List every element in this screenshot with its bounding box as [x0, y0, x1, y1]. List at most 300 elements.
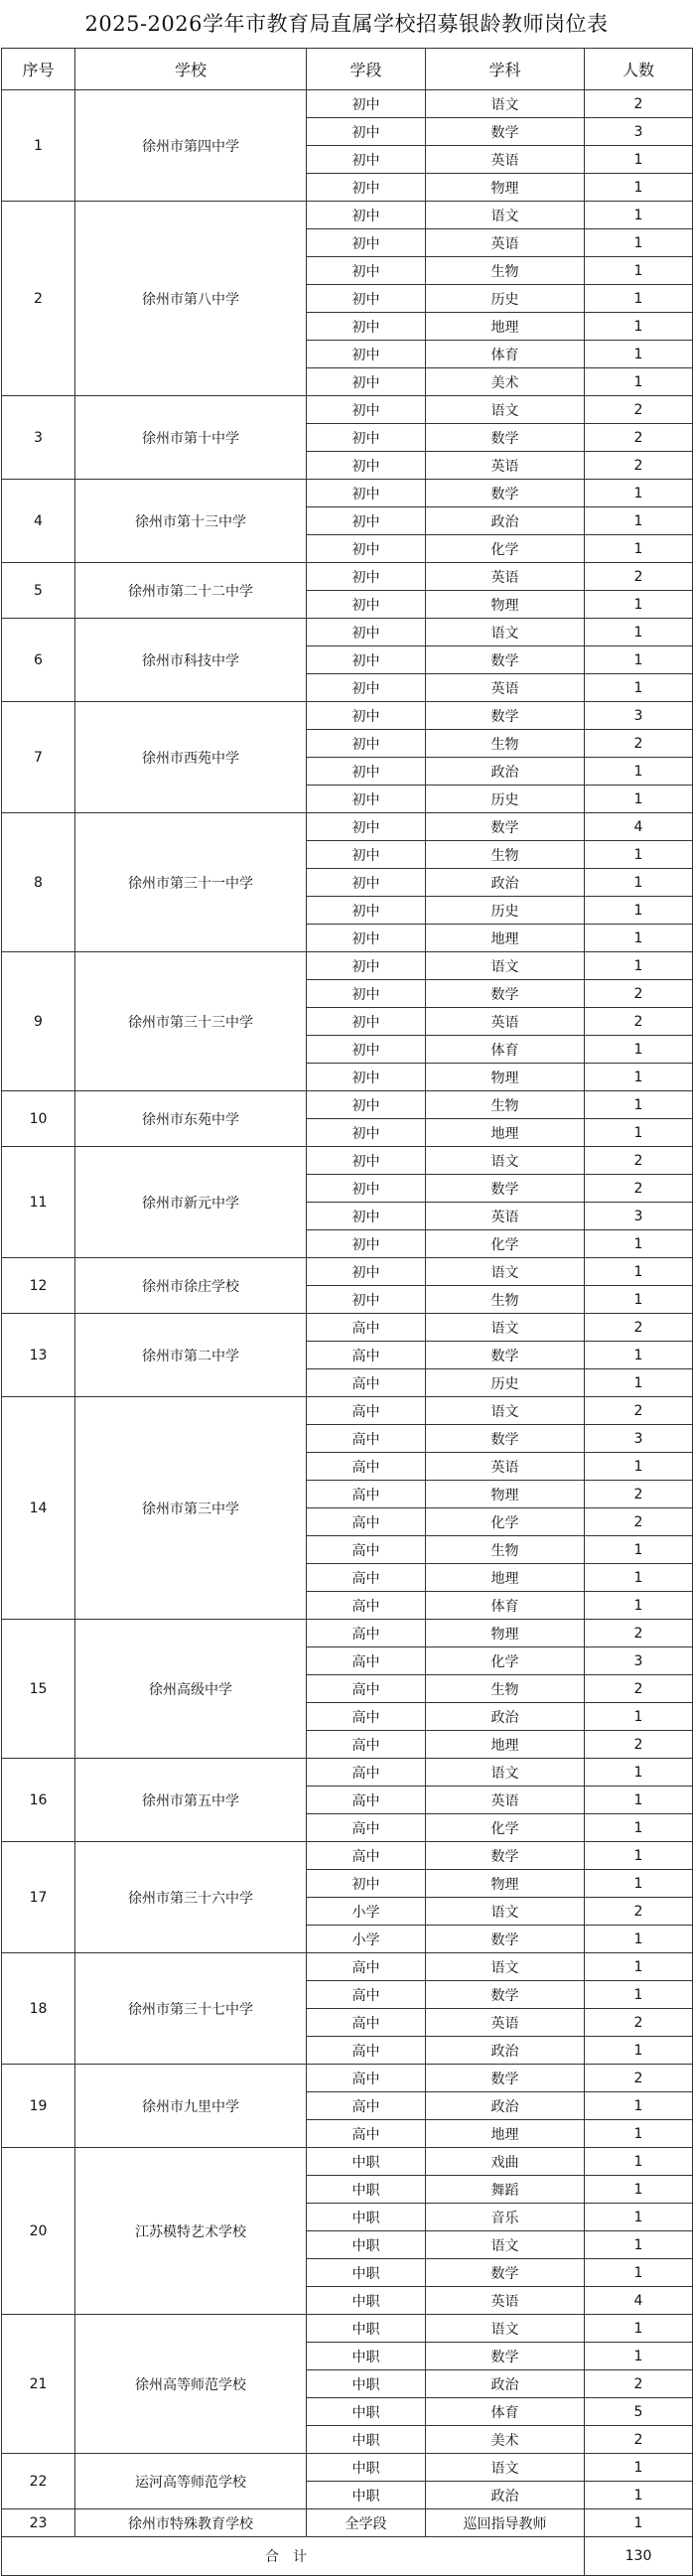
subject-cell: 政治	[426, 758, 585, 786]
subject-cell: 语文	[426, 396, 585, 424]
subject-cell: 语文	[426, 952, 585, 980]
count-cell: 2	[585, 1898, 693, 1926]
subject-cell: 语文	[426, 1314, 585, 1342]
count-cell: 1	[585, 925, 693, 952]
subject-cell: 美术	[426, 368, 585, 396]
stage-cell: 初中	[307, 146, 426, 174]
school-number: 1	[2, 90, 75, 202]
count-cell: 1	[585, 1842, 693, 1870]
subject-cell: 语文	[426, 619, 585, 646]
school-name: 徐州市第三十三中学	[75, 952, 307, 1091]
stage-cell: 中职	[307, 2343, 426, 2370]
count-cell: 2	[585, 90, 693, 118]
table-row	[2, 90, 693, 118]
subject-cell: 生物	[426, 257, 585, 285]
subject-cell: 数学	[426, 2343, 585, 2370]
count-cell: 1	[585, 1230, 693, 1258]
count-cell: 1	[585, 869, 693, 897]
stage-cell: 高中	[307, 1759, 426, 1787]
subject-cell: 物理	[426, 1870, 585, 1898]
school-name: 徐州市东苑中学	[75, 1091, 307, 1147]
count-cell: 1	[585, 1953, 693, 1981]
subject-cell: 体育	[426, 1036, 585, 1064]
subject-cell: 历史	[426, 897, 585, 925]
stage-cell: 高中	[307, 1647, 426, 1675]
subject-cell: 数学	[426, 2259, 585, 2287]
count-cell: 1	[585, 1926, 693, 1953]
stage-cell: 初中	[307, 1119, 426, 1147]
count-cell: 1	[585, 2343, 693, 2370]
stage-cell: 初中	[307, 980, 426, 1008]
stage-cell: 高中	[307, 1787, 426, 1814]
count-cell: 1	[585, 1342, 693, 1369]
school-number: 6	[2, 619, 75, 702]
school-number: 19	[2, 2065, 75, 2148]
count-cell: 3	[585, 702, 693, 730]
stage-cell: 初中	[307, 257, 426, 285]
subject-cell: 美术	[426, 2426, 585, 2454]
count-cell: 1	[585, 2204, 693, 2231]
stage-cell: 高中	[307, 1536, 426, 1564]
school-name: 徐州市第二中学	[75, 1314, 307, 1397]
subject-cell: 巡回指导教师	[426, 2509, 585, 2537]
subject-cell: 历史	[426, 285, 585, 313]
count-cell: 1	[585, 285, 693, 313]
stage-cell: 初中	[307, 952, 426, 980]
count-cell: 1	[585, 2509, 693, 2537]
subject-cell: 地理	[426, 1119, 585, 1147]
subject-cell: 体育	[426, 2398, 585, 2426]
count-cell: 1	[585, 257, 693, 285]
count-cell: 2	[585, 1397, 693, 1425]
stage-cell: 初中	[307, 1147, 426, 1175]
total-value: 130	[585, 2537, 693, 2576]
count-cell: 1	[585, 1369, 693, 1397]
count-cell: 1	[585, 758, 693, 786]
subject-cell: 物理	[426, 1064, 585, 1091]
stage-cell: 初中	[307, 507, 426, 535]
stage-cell: 初中	[307, 174, 426, 202]
school-number: 11	[2, 1147, 75, 1258]
count-cell: 2	[585, 424, 693, 452]
table-row	[2, 2148, 693, 2176]
subject-cell: 语文	[426, 2315, 585, 2343]
stage-cell: 初中	[307, 646, 426, 674]
table-row	[2, 1953, 693, 1981]
stage-cell: 中职	[307, 2287, 426, 2315]
stage-cell: 中职	[307, 2398, 426, 2426]
subject-cell: 语文	[426, 90, 585, 118]
subject-cell: 历史	[426, 786, 585, 813]
subject-cell: 数学	[426, 424, 585, 452]
school-name: 徐州市科技中学	[75, 619, 307, 702]
header-count: 人数	[585, 49, 693, 90]
stage-cell: 初中	[307, 1064, 426, 1091]
subject-cell: 数学	[426, 118, 585, 146]
count-cell: 2	[585, 1731, 693, 1759]
table-row	[2, 1258, 693, 1286]
stage-cell: 中职	[307, 2315, 426, 2343]
subject-cell: 体育	[426, 1592, 585, 1620]
subject-cell: 语文	[426, 2454, 585, 2482]
count-cell: 1	[585, 2454, 693, 2482]
school-name: 徐州市第五中学	[75, 1759, 307, 1842]
school-name: 徐州高等师范学校	[75, 2315, 307, 2454]
count-cell: 1	[585, 535, 693, 563]
school-number: 21	[2, 2315, 75, 2454]
count-cell: 4	[585, 813, 693, 841]
subject-cell: 英语	[426, 452, 585, 480]
school-name: 徐州市第十三中学	[75, 480, 307, 563]
table-row	[2, 2065, 693, 2092]
count-cell: 1	[585, 1091, 693, 1119]
subject-cell: 地理	[426, 1731, 585, 1759]
school-number: 5	[2, 563, 75, 619]
stage-cell: 初中	[307, 869, 426, 897]
count-cell: 1	[585, 786, 693, 813]
count-cell: 2	[585, 1620, 693, 1647]
subject-cell: 化学	[426, 1230, 585, 1258]
school-number: 18	[2, 1953, 75, 2065]
stage-cell: 初中	[307, 1870, 426, 1898]
count-cell: 1	[585, 2092, 693, 2120]
stage-cell: 中职	[307, 2148, 426, 2176]
school-name: 徐州市特殊教育学校	[75, 2509, 307, 2537]
school-number: 3	[2, 396, 75, 480]
school-number: 9	[2, 952, 75, 1091]
stage-cell: 初中	[307, 285, 426, 313]
stage-cell: 初中	[307, 1175, 426, 1203]
count-cell: 1	[585, 202, 693, 229]
stage-cell: 中职	[307, 2454, 426, 2482]
school-name: 徐州市第四中学	[75, 90, 307, 202]
stage-cell: 初中	[307, 1230, 426, 1258]
stage-cell: 中职	[307, 2482, 426, 2509]
school-name: 徐州市第三十六中学	[75, 1842, 307, 1953]
table-row	[2, 1147, 693, 1175]
subject-cell: 数学	[426, 480, 585, 507]
count-cell: 1	[585, 2231, 693, 2259]
header-school: 学校	[75, 49, 307, 90]
header-row	[2, 49, 693, 90]
subject-cell: 化学	[426, 1814, 585, 1842]
count-cell: 1	[585, 1119, 693, 1147]
subject-cell: 物理	[426, 591, 585, 619]
stage-cell: 高中	[307, 2037, 426, 2065]
stage-cell: 中职	[307, 2370, 426, 2398]
count-cell: 1	[585, 368, 693, 396]
table-row	[2, 619, 693, 646]
stage-cell: 初中	[307, 702, 426, 730]
count-cell: 3	[585, 1647, 693, 1675]
subject-cell: 数学	[426, 1175, 585, 1203]
school-name: 徐州市徐庄学校	[75, 1258, 307, 1314]
subject-cell: 政治	[426, 869, 585, 897]
subject-cell: 生物	[426, 1286, 585, 1314]
subject-cell: 数学	[426, 1981, 585, 2009]
stage-cell: 初中	[307, 619, 426, 646]
school-name: 徐州市第三十七中学	[75, 1953, 307, 2065]
stage-cell: 初中	[307, 758, 426, 786]
count-cell: 4	[585, 2287, 693, 2315]
table-row	[2, 2454, 693, 2482]
subject-cell: 生物	[426, 841, 585, 869]
count-cell: 1	[585, 507, 693, 535]
subject-cell: 地理	[426, 2120, 585, 2148]
subject-cell: 舞蹈	[426, 2176, 585, 2204]
stage-cell: 高中	[307, 1481, 426, 1508]
stage-cell: 初中	[307, 535, 426, 563]
table-row	[2, 952, 693, 980]
header-no: 序号	[2, 49, 75, 90]
subject-cell: 数学	[426, 1342, 585, 1369]
stage-cell: 高中	[307, 1453, 426, 1481]
count-cell: 1	[585, 1703, 693, 1731]
subject-cell: 数学	[426, 813, 585, 841]
stage-cell: 初中	[307, 452, 426, 480]
count-cell: 1	[585, 1787, 693, 1814]
table-row	[2, 2315, 693, 2343]
subject-cell: 语文	[426, 1953, 585, 1981]
stage-cell: 高中	[307, 1425, 426, 1453]
stage-cell: 初中	[307, 1258, 426, 1286]
school-number: 23	[2, 2509, 75, 2537]
subject-cell: 政治	[426, 2370, 585, 2398]
subject-cell: 化学	[426, 1508, 585, 1536]
school-number: 8	[2, 813, 75, 952]
school-name: 徐州高级中学	[75, 1620, 307, 1759]
stage-cell: 全学段	[307, 2509, 426, 2537]
header-subject: 学科	[426, 49, 585, 90]
count-cell: 1	[585, 1564, 693, 1592]
stage-cell: 高中	[307, 1981, 426, 2009]
table-row	[2, 1314, 693, 1342]
count-cell: 2	[585, 396, 693, 424]
subject-cell: 英语	[426, 1008, 585, 1036]
count-cell: 2	[585, 1008, 693, 1036]
stage-cell: 初中	[307, 1286, 426, 1314]
school-name: 徐州市第三中学	[75, 1397, 307, 1620]
stage-cell: 初中	[307, 118, 426, 146]
count-cell: 1	[585, 646, 693, 674]
stage-cell: 初中	[307, 786, 426, 813]
school-number: 17	[2, 1842, 75, 1953]
subject-cell: 语文	[426, 1258, 585, 1286]
school-name: 徐州市第三十一中学	[75, 813, 307, 952]
stage-cell: 中职	[307, 2259, 426, 2287]
count-cell: 2	[585, 2065, 693, 2092]
stage-cell: 初中	[307, 730, 426, 758]
count-cell: 1	[585, 1759, 693, 1787]
school-number: 22	[2, 2454, 75, 2509]
count-cell: 2	[585, 980, 693, 1008]
subject-cell: 语文	[426, 1397, 585, 1425]
school-name: 徐州市第八中学	[75, 202, 307, 396]
stage-cell: 初中	[307, 202, 426, 229]
stage-cell: 初中	[307, 1091, 426, 1119]
stage-cell: 初中	[307, 424, 426, 452]
subject-cell: 数学	[426, 702, 585, 730]
stage-cell: 初中	[307, 563, 426, 591]
subject-cell: 英语	[426, 1453, 585, 1481]
total-label: 合计	[2, 2537, 585, 2576]
subject-cell: 物理	[426, 1620, 585, 1647]
stage-cell: 中职	[307, 2176, 426, 2204]
subject-cell: 数学	[426, 980, 585, 1008]
subject-cell: 体育	[426, 341, 585, 368]
table-row	[2, 1397, 693, 1425]
count-cell: 2	[585, 2009, 693, 2037]
subject-cell: 数学	[426, 646, 585, 674]
table-row	[2, 202, 693, 229]
count-cell: 2	[585, 452, 693, 480]
subject-cell: 地理	[426, 313, 585, 341]
subject-cell: 语文	[426, 1898, 585, 1926]
count-cell: 1	[585, 897, 693, 925]
table-row	[2, 1759, 693, 1787]
stage-cell: 高中	[307, 1953, 426, 1981]
table-row	[2, 702, 693, 730]
count-cell: 2	[585, 730, 693, 758]
stage-cell: 初中	[307, 674, 426, 702]
count-cell: 2	[585, 1175, 693, 1203]
stage-cell: 高中	[307, 2065, 426, 2092]
table-row	[2, 2509, 693, 2537]
subject-cell: 英语	[426, 1787, 585, 1814]
stage-cell: 初中	[307, 90, 426, 118]
count-cell: 2	[585, 2370, 693, 2398]
table-row	[2, 813, 693, 841]
stage-cell: 高中	[307, 1731, 426, 1759]
table-row	[2, 1842, 693, 1870]
count-cell: 1	[585, 229, 693, 257]
stage-cell: 高中	[307, 1369, 426, 1397]
stage-cell: 高中	[307, 1508, 426, 1536]
school-number: 7	[2, 702, 75, 813]
stage-cell: 高中	[307, 1814, 426, 1842]
count-cell: 2	[585, 563, 693, 591]
count-cell: 1	[585, 1286, 693, 1314]
school-name: 徐州市九里中学	[75, 2065, 307, 2148]
count-cell: 1	[585, 2037, 693, 2065]
stage-cell: 初中	[307, 925, 426, 952]
subject-cell: 英语	[426, 563, 585, 591]
count-cell: 2	[585, 1314, 693, 1342]
stage-cell: 小学	[307, 1898, 426, 1926]
count-cell: 1	[585, 2259, 693, 2287]
stage-cell: 初中	[307, 1036, 426, 1064]
subject-cell: 英语	[426, 2287, 585, 2315]
stage-cell: 初中	[307, 897, 426, 925]
school-number: 15	[2, 1620, 75, 1759]
table-row	[2, 396, 693, 424]
count-cell: 3	[585, 118, 693, 146]
subject-cell: 数学	[426, 1842, 585, 1870]
stage-cell: 高中	[307, 1397, 426, 1425]
subject-cell: 化学	[426, 535, 585, 563]
stage-cell: 中职	[307, 2426, 426, 2454]
count-cell: 1	[585, 341, 693, 368]
stage-cell: 高中	[307, 1314, 426, 1342]
school-number: 12	[2, 1258, 75, 1314]
subject-cell: 历史	[426, 1369, 585, 1397]
count-cell: 2	[585, 1675, 693, 1703]
subject-cell: 生物	[426, 730, 585, 758]
subject-cell: 政治	[426, 2482, 585, 2509]
subject-cell: 语文	[426, 2231, 585, 2259]
school-name: 运河高等师范学校	[75, 2454, 307, 2509]
subject-cell: 数学	[426, 1926, 585, 1953]
total-row	[2, 2537, 693, 2576]
stage-cell: 中职	[307, 2204, 426, 2231]
subject-cell: 物理	[426, 174, 585, 202]
stage-cell: 初中	[307, 841, 426, 869]
count-cell: 1	[585, 841, 693, 869]
count-cell: 1	[585, 480, 693, 507]
count-cell: 1	[585, 146, 693, 174]
school-name: 徐州市新元中学	[75, 1147, 307, 1258]
subject-cell: 数学	[426, 2065, 585, 2092]
count-cell: 5	[585, 2398, 693, 2426]
header-stage: 学段	[307, 49, 426, 90]
stage-cell: 高中	[307, 1703, 426, 1731]
subject-cell: 政治	[426, 507, 585, 535]
count-cell: 1	[585, 1981, 693, 2009]
stage-cell: 高中	[307, 1620, 426, 1647]
count-cell: 1	[585, 1536, 693, 1564]
subject-cell: 生物	[426, 1091, 585, 1119]
stage-cell: 初中	[307, 813, 426, 841]
stage-cell: 高中	[307, 2009, 426, 2037]
stage-cell: 初中	[307, 229, 426, 257]
stage-cell: 高中	[307, 1342, 426, 1369]
stage-cell: 初中	[307, 341, 426, 368]
count-cell: 1	[585, 2176, 693, 2204]
subject-cell: 政治	[426, 2037, 585, 2065]
count-cell: 1	[585, 1258, 693, 1286]
subject-cell: 英语	[426, 674, 585, 702]
subject-cell: 英语	[426, 229, 585, 257]
school-name: 徐州市第二十二中学	[75, 563, 307, 619]
count-cell: 1	[585, 2482, 693, 2509]
count-cell: 1	[585, 674, 693, 702]
count-cell: 1	[585, 1453, 693, 1481]
stage-cell: 初中	[307, 480, 426, 507]
school-name: 江苏模特艺术学校	[75, 2148, 307, 2315]
school-number: 14	[2, 1397, 75, 1620]
count-cell: 1	[585, 2315, 693, 2343]
stage-cell: 中职	[307, 2231, 426, 2259]
count-cell: 3	[585, 1425, 693, 1453]
stage-cell: 初中	[307, 1203, 426, 1230]
count-cell: 1	[585, 1036, 693, 1064]
count-cell: 1	[585, 174, 693, 202]
school-number: 20	[2, 2148, 75, 2315]
school-name: 徐州市第十中学	[75, 396, 307, 480]
table-body	[2, 90, 693, 2537]
stage-cell: 高中	[307, 1842, 426, 1870]
count-cell: 1	[585, 2148, 693, 2176]
subject-cell: 化学	[426, 1647, 585, 1675]
subject-cell: 数学	[426, 1425, 585, 1453]
stage-cell: 初中	[307, 313, 426, 341]
page-title: 2025-2026学年市教育局直属学校招募银龄教师岗位表	[84, 12, 609, 36]
school-number: 13	[2, 1314, 75, 1397]
subject-cell: 地理	[426, 925, 585, 952]
stage-cell: 高中	[307, 1592, 426, 1620]
count-cell: 2	[585, 1147, 693, 1175]
subject-cell: 语文	[426, 1759, 585, 1787]
